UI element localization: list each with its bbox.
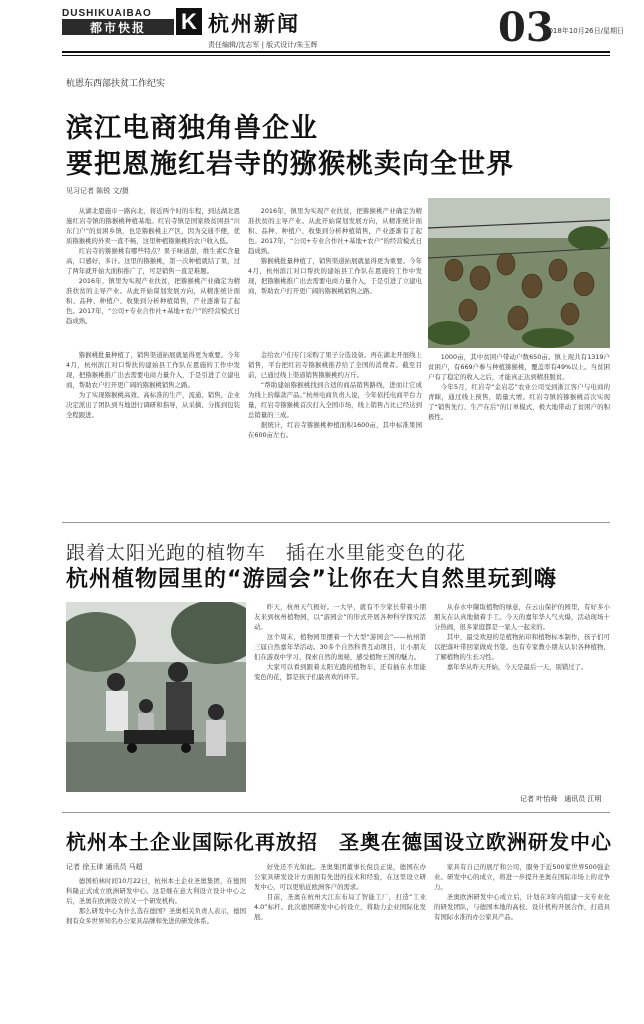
article2-title: 杭州植物园里的“游园会”让你在大自然里玩到嗨 <box>66 567 557 592</box>
paragraph: 红岩寺的猕猴桃有哪些特点？果子味道甜，维生素C含量高，口感好，多汁。这里的猕猴桃，第一次种植就结了果，过了两年就开始大面积推广了，可是销售一直是难题。 <box>66 247 240 275</box>
paragraph: 嘉年华从昨天开始，今天是最后一天，别错过了。 <box>446 663 588 671</box>
issue-date: 2018年10月26日/星期日 <box>544 27 624 35</box>
kiwi-fruit-photo <box>428 198 610 348</box>
article1-title-line1: 滨江电商独角兽企业 <box>66 113 318 144</box>
brand-logo: K <box>176 8 202 35</box>
article1-byline: 见习记者 陈锐 文/摄 <box>66 187 129 195</box>
paragraph: 那么研发中心为什么选在德国？圣奥相关负责人表示，德国拥有众多世界知名办公家具品牌和先进的研发体系。 <box>66 907 246 925</box>
paragraph: 从湖北恩施市一路向北，将近两个时的车程，到达湖北恩施红岩寺镇的猕猴桃种植基地。红岩寺镇是国家级贫困县“川东门户”的贫困乡镇，也是猕猴桃主产区，因为交通不便，优质猕猴桃的外卖一直不畅，这里种植猕猴桃的农户收入低。 <box>66 207 240 245</box>
article3-column-2 <box>254 862 426 1016</box>
masthead-rule <box>62 51 610 53</box>
paragraph: 从春水中撷取植物的绿意，在云山保护的园里，有好多小朋友在认真地做着手工。今天的嘉年华人气火爆，活动现场十分热闹，很多家庭都是一家人一起来的。 <box>434 603 610 631</box>
brand-pinyin: DUSHIKUAIBAO <box>62 8 152 19</box>
section-divider <box>62 522 610 523</box>
article2-column-2 <box>434 602 610 788</box>
page-number: 03 <box>498 4 554 51</box>
article3-column-1 <box>66 876 246 1016</box>
botanical-garden-photo <box>66 602 246 792</box>
paragraph: 这个周末，植物园里摆着一个大型“游园会”——杭州第三届自然嘉年华活动。30多个自然科普互动项目，让小朋友们在游戏中学习、探索自然的奥秘，感受植物王国的魅力。 <box>254 633 426 661</box>
paragraph: 昨天，杭州天气极好。一大早，就有不少家长带着小朋友来到杭州植物园，以“游园会”的形式开展各种科学探究活动。 <box>254 603 426 631</box>
paragraph: 目前，圣奥在杭州大江东布局了智能工厂，打造“工业4.0”标杆。此次德国研发中心的设立，将助力企业国际化发展。 <box>254 893 426 921</box>
brand-name: 都市快报 <box>62 19 174 35</box>
paragraph: 2016年，镇里为实现产业扶贫，把猕猴桃产业确定为精准扶贫的主导产业。从此开始谋划发展方向，从精准统计面积、品种、种植户、收集到分析种植销售，产业逐渐有了起色。2017年，“公司+专业合作社+基地+农户”的经营模式日趋成熟。 <box>66 277 240 325</box>
article1-kicker: 杭恩东西部扶贫工作纪实 <box>66 79 166 89</box>
paragraph: 金给农户们专门采购了果子分选设备。再在湖北开展线上销售，平台把红岩寺猕猴桃推荐给了全国的消费者。截至目前，已通过线上渠道销售猕猴桃约万斤。 <box>248 351 422 379</box>
paragraph: 好处还不光如此。圣奥集团董事长倪良正说，德国在办公家具研发设计方面拥有先进的技术和经验，在这里设立研发中心，可以更贴近欧洲客户的需求。 <box>254 863 426 891</box>
paragraph: 大家可以看到跟着太阳光跑的植物车，还有插在水里能变色的花，都是孩子们最喜欢的环节。 <box>254 663 426 681</box>
article1-column-4 <box>428 352 610 516</box>
article3-column-3 <box>434 862 610 1016</box>
article1-column-1b <box>66 350 240 516</box>
article3-title: 杭州本土企业国际化再放招 圣奥在德国设立欧洲研发中心 <box>66 830 612 854</box>
article1-column-1 <box>66 206 240 346</box>
editors-line: 责任编辑/沈志军 | 版式设计/朱玉辉 <box>208 41 318 49</box>
paragraph: 猕猴桃批量种植了，销售渠道拓展就显得更为重要。今年4月，杭州滨江对口帮扶的建始县工作队在恩施的工作中发现，把猕猴桃推广出去需要电商力量介入，于是引进了立建电商，帮助农户打开更广阔的猕猴桃销售之路。 <box>66 351 240 389</box>
paragraph: 2016年，镇里为实现产业扶贫，把猕猴桃产业确定为精准扶贫的主导产业。从此开始谋划发展方向，从精准统计面积、品种、种植户、收集到分析种植销售，产业逐渐有了起色。2017年，“公司+专业合作社+基地+农户”的经营模式日趋成熟。 <box>248 207 422 255</box>
article1-column-2 <box>248 206 422 346</box>
paragraph: 其中，最受欢迎的是植物拓印和植物标本制作，孩子们可以把落叶带回家做成书签。也有专家教小朋友认识各种植物，了解植物的生长习性。 <box>434 633 610 661</box>
paragraph: 家具有自己的展厅和公司，服务于近500家世界500强企业。研发中心的成立，将进一步提升圣奥在国际市场上的竞争力。 <box>434 863 610 891</box>
article3-byline: 记者 徐玉律 通讯员 马超 <box>66 863 143 871</box>
article1-title-line2: 要把恩施红岩寺的猕猴桃卖向全世界 <box>66 149 514 180</box>
section-divider-2 <box>62 812 610 813</box>
paragraph: 猕猴桃批量种植了，销售渠道拓展就显得更为重要。今年4月，杭州滨江对口帮扶的建始县工作队在恩施的工作中发现，把猕猴桃推广出去需要电商力量介入，于是引进了立建电商，帮助农户打开更广阔的猕猴桃销售之路。 <box>248 257 422 295</box>
article2-column-1 <box>254 602 426 802</box>
masthead-rule-thin <box>62 55 610 56</box>
article1-column-3 <box>248 350 422 516</box>
paragraph: 圣奥欧洲研发中心成立后，计划在3年内组建一支专业化的研发团队，与德国本地的高校、设计机构开展合作，打造具有国际水准的办公家具产品。 <box>434 893 610 921</box>
paragraph: 据统计，红岩寺猕猴桃种植面积1600亩，其中标准果园在600亩左右。 <box>248 421 422 439</box>
paragraph: 为了实现猕猴桃高效、高标准的生产，流通、销售，企业决定派出了团队到当地进行调研和指导，从采摘、分拣到包装全程跟进。 <box>66 391 240 419</box>
paragraph: 今年5月，红岩寺“金岩芯”农业公司受到浙江客户与电商的青睐，通过线上预售，销量大增。红岩寺镇的猕猴桃首次实现了“销售先行、生产在后”的订单模式，极大地带动了贫困户的积极性。 <box>428 383 610 421</box>
paragraph: 1000亩，其中贫困户带动户数650亩。镇上现共有1319户贫困户，有669户参与种植猕猴桃，覆盖率有49%以上。当贫困户有了稳定的收入之后，才能真正达到精准脱贫。 <box>428 353 610 381</box>
paragraph: 德国柏林时间10月22日，杭州本土企业圣奥集团，在德国科隆正式成立欧洲研发中心。这是继在意大利设立设计中心之后，圣奥在欧洲设立的又一个研发机构。 <box>66 877 246 905</box>
article2-signature: 记者 叶怡舜 通讯员 江明 <box>520 795 602 803</box>
paragraph: “帮助建始猕猴桃找到合适的商品销售路线，进而让它成为线上的爆款产品。”杭州电商负责人说，今年依托电商平台力量，红岩寺猕猴桃首次打入全国市场，线上销售占比已经达到总销量的三成。 <box>248 381 422 419</box>
article2-subtitle: 跟着太阳光跑的植物车 插在水里能变色的花 <box>66 542 467 564</box>
section-title: 杭州新闻 <box>208 12 300 36</box>
